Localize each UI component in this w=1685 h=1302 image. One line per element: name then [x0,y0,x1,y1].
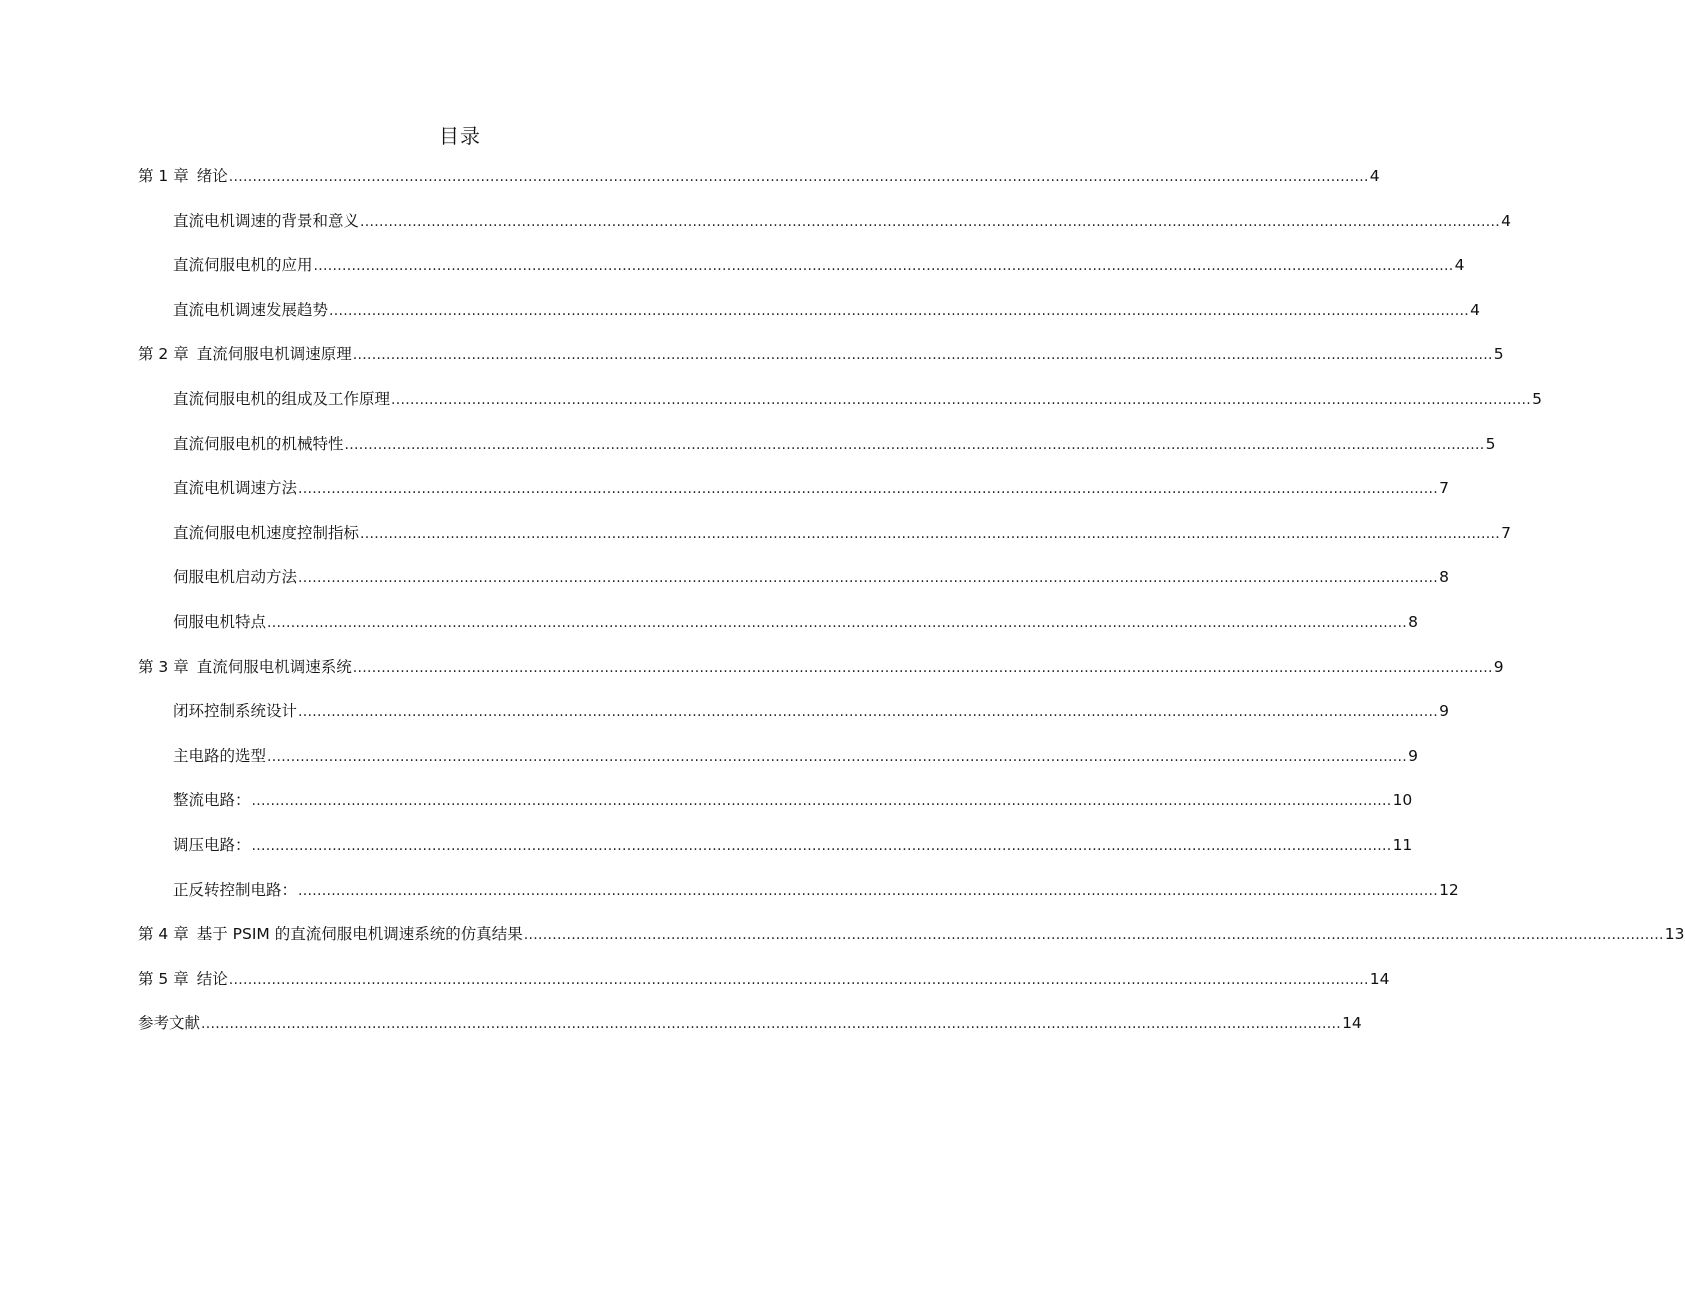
toc-entry-label [138,163,228,189]
toc-chapter-number: 第 2 章 [138,345,189,364]
toc-leader-dots: ................................................................................................................................................................................................................................................ [298,882,1439,899]
toc-entry-text: 直流电机调速方法 [173,479,298,498]
toc-entry-label [173,743,266,769]
toc-leader-dots: ................................................................................................................................................................................................................................................ [267,748,1408,765]
toc-page-number: 12 [1439,880,1459,899]
toc-entry-label [173,787,251,813]
toc-entry-label [173,208,359,234]
toc-section-entry[interactable] [138,877,1459,922]
toc-chapter-entry[interactable] [138,163,1380,208]
toc-entry-label [173,386,390,412]
toc-entry-text: 直流伺服电机速度控制指标 [173,523,360,542]
toc-page-number: 7 [1501,523,1511,542]
toc-leader-dots: ................................................................................................................................................................................................................................................ [201,1016,1342,1033]
toc-chapter-entry[interactable] [138,1010,1362,1055]
toc-entry-label [173,832,251,858]
toc-entry-label [173,609,266,635]
toc-entry-text: 绪论 [196,167,228,185]
toc-leader-dots: ................................................................................................................................................................................................................................................ [344,436,1485,453]
toc-entry-text: 直流电机调速的背景和意义 [173,211,360,230]
toc-chapter-entry[interactable] [138,654,1504,699]
toc-page-number: 5 [1532,389,1542,408]
toc-section-entry[interactable] [138,475,1449,520]
toc-page-number: 8 [1408,612,1418,631]
toc-page-number: 4 [1470,300,1480,319]
toc-section-entry[interactable] [138,564,1449,609]
toc-page-number: 9 [1408,746,1418,765]
toc-section-entry[interactable] [138,520,1511,565]
toc-chapter-number: 第 4 章 [138,925,189,944]
toc-entry-text: 伺服电机启动方法 [173,568,298,587]
toc-leader-dots: ................................................................................................................................................................................................................................................ [298,481,1439,498]
toc-page-number: 9 [1439,702,1449,721]
toc-entry-text: 直流伺服电机调速原理 [196,345,352,364]
toc-leader-dots: ................................................................................................................................................................................................................................................ [352,347,1493,364]
toc-entry-text: 调压电路： [173,835,251,854]
toc-entry-text: 闭环控制系统设计 [173,702,298,721]
toc-page-number: 4 [1454,256,1465,275]
toc-entry-label [173,431,344,457]
toc-entry-label [173,297,328,323]
toc-entry-label [138,341,352,367]
toc-entry-text: 直流电机调速发展趋势 [173,300,329,319]
toc-leader-dots: ................................................................................................................................................................................................................................................ [313,258,1454,275]
toc-leader-dots: ................................................................................................................................................................................................................................................ [228,971,1369,988]
toc-page-number: 11 [1392,835,1413,854]
toc-page-number: 4 [1369,167,1380,185]
toc-chapter-number: 第 5 章 [138,969,189,988]
toc-page-number: 5 [1485,434,1496,453]
toc-section-entry[interactable] [138,832,1413,877]
toc-leader-dots: ................................................................................................................................................................................................................................................ [298,570,1439,587]
toc-section-entry[interactable] [138,431,1496,476]
toc-leader-dots: ................................................................................................................................................................................................................................................ [251,793,1392,810]
toc-section-entry[interactable] [138,743,1418,788]
toc-chapter-entry[interactable] [138,966,1390,1011]
toc-leader-dots: ................................................................................................................................................................................................................................................ [298,704,1439,721]
toc-entry-text: 直流伺服电机的机械特性 [173,434,344,453]
toc-entry-label [138,1010,200,1036]
page-title: 目录 [439,124,481,148]
toc-section-entry[interactable] [138,386,1542,431]
table-of-contents [138,163,1685,1055]
toc-page-number: 13 [1664,925,1685,944]
toc-chapter-number: 第 3 章 [138,657,189,676]
toc-entry-text: 结论 [196,969,228,988]
toc-chapter-number: 第 1 章 [138,167,189,185]
toc-page-number: 8 [1439,568,1449,587]
toc-section-entry[interactable] [138,297,1480,342]
toc-entry-label [173,877,297,903]
toc-leader-dots: ................................................................................................................................................................................................................................................ [360,213,1501,230]
toc-entry-label [173,252,313,278]
toc-leader-dots: ................................................................................................................................................................................................................................................ [228,169,1369,185]
toc-page-number: 4 [1501,211,1511,230]
toc-page-number: 14 [1342,1014,1362,1033]
toc-leader-dots: ................................................................................................................................................................................................................................................ [360,525,1501,542]
toc-entry-text: 正反转控制电路： [173,880,298,899]
toc-entry-text: 伺服电机特点 [173,612,267,631]
toc-section-entry[interactable] [138,208,1511,253]
toc-page-number: 5 [1493,345,1504,364]
toc-entry-text: 参考文献 [138,1014,201,1033]
toc-leader-dots: ................................................................................................................................................................................................................................................ [267,614,1408,631]
toc-entry-label [173,520,359,546]
toc-page-number: 14 [1369,969,1390,988]
toc-entry-text: 直流伺服电机调速系统 [196,657,352,676]
toc-entry-label [138,966,228,992]
toc-entry-text: 基于 PSIM 的直流伺服电机调速系统的仿真结果 [196,925,523,944]
toc-page-number: 7 [1439,479,1449,498]
toc-chapter-entry[interactable] [138,921,1685,966]
toc-leader-dots: ................................................................................................................................................................................................................................................ [391,391,1532,408]
toc-entry-text: 直流伺服电机的应用 [173,256,313,275]
toc-entry-label [173,698,297,724]
toc-entry-text: 整流电路： [173,791,251,810]
toc-entry-label [173,564,297,590]
toc-chapter-entry[interactable] [138,341,1504,386]
toc-entry-text: 主电路的选型 [173,746,267,765]
toc-section-entry[interactable] [138,252,1465,297]
toc-page-number: 9 [1493,657,1504,676]
toc-entry-label [138,921,523,947]
toc-leader-dots: ................................................................................................................................................................................................................................................ [251,837,1392,854]
toc-entry-text: 直流伺服电机的组成及工作原理 [173,389,391,408]
toc-entry-label [173,475,297,501]
toc-section-entry[interactable] [138,698,1449,743]
toc-entry-label [138,654,352,680]
toc-section-entry[interactable] [138,609,1418,654]
toc-leader-dots: ................................................................................................................................................................................................................................................ [352,659,1493,676]
toc-page-number: 10 [1392,791,1413,810]
toc-leader-dots: ................................................................................................................................................................................................................................................ [523,927,1664,944]
toc-section-entry[interactable] [138,787,1413,832]
toc-leader-dots: ................................................................................................................................................................................................................................................ [329,302,1470,319]
